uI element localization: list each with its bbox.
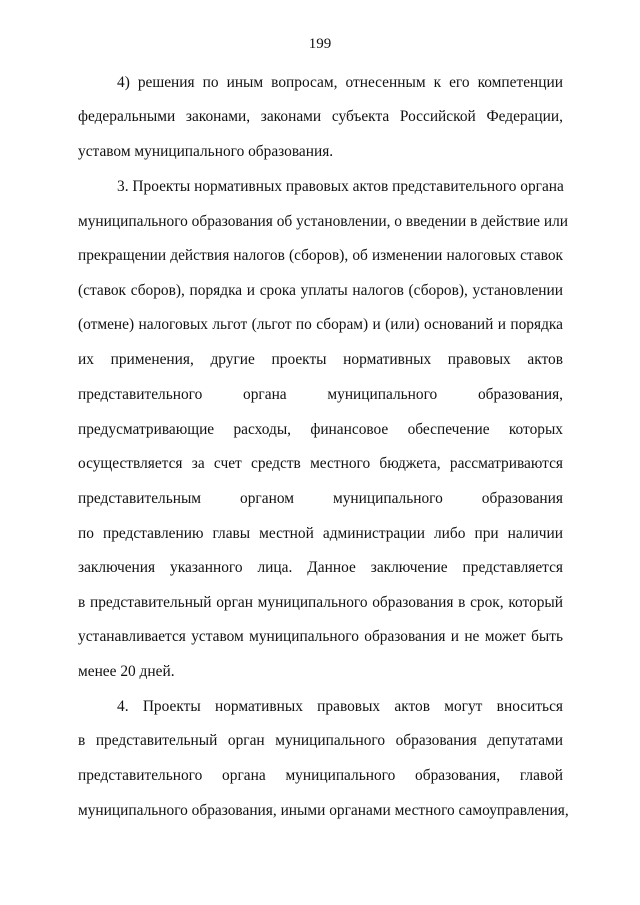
page-number: 199	[308, 36, 332, 52]
paragraph-2-line-4: (ставок сборов), порядка и срока уплаты налогов (сборов), установлении	[78, 282, 563, 299]
paragraph-2-line-2: муниципального образования об установлении, о введении в действие или	[78, 213, 569, 230]
paragraph-2-line-9: осуществляется за счет средств местного бюджета, рассматриваются	[78, 455, 563, 472]
paragraph-1-line-3: уставом муниципального образования.	[78, 143, 334, 160]
paragraph-3-line-2: в представительный орган муниципального образования депутатами	[78, 732, 563, 749]
paragraph-2-line-15: менее 20 дней.	[78, 663, 175, 680]
paragraph-2-line-3: прекращении действия налогов (сборов), об изменении налоговых ставок	[78, 247, 563, 264]
paragraph-2-line-8: предусматривающие расходы, финансовое обеспечение которых	[78, 421, 563, 438]
paragraph-2-line-12: заключения указанного лица. Данное заключение представляется	[78, 559, 563, 576]
paragraph-2-line-5: (отмене) налоговых льгот (льгот по сборам) и (или) оснований и порядка	[78, 316, 563, 333]
paragraph-3-line-1: 4. Проекты нормативных правовых актов могут вноситься	[117, 698, 563, 715]
paragraph-2-line-7: представительного органа муниципального образования,	[78, 386, 563, 403]
paragraph-2-line-10: представительным органом муниципального образования	[78, 490, 563, 507]
paragraph-2-line-13: в представительный орган муниципального образования в срок, который	[78, 594, 563, 611]
paragraph-3-line-4: муниципального образования, иными органами местного самоуправления,	[78, 802, 569, 819]
paragraph-3-line-3: представительного органа муниципального образования, главой	[78, 767, 563, 784]
paragraph-2-line-11: по представлению главы местной администрации либо при наличии	[78, 525, 563, 542]
paragraph-1-line-2: федеральными законами, законами субъекта Российской Федерации,	[78, 108, 563, 125]
paragraph-1-line-1: 4) решения по иным вопросам, отнесенным к его компетенции	[117, 74, 563, 91]
paragraph-2-line-1: 3. Проекты нормативных правовых актов представительного органа	[117, 178, 564, 195]
paragraph-2-line-6: их применения, другие проекты нормативных правовых актов	[78, 351, 563, 368]
paragraph-2-line-14: устанавливается уставом муниципального образования и не может быть	[78, 628, 563, 645]
